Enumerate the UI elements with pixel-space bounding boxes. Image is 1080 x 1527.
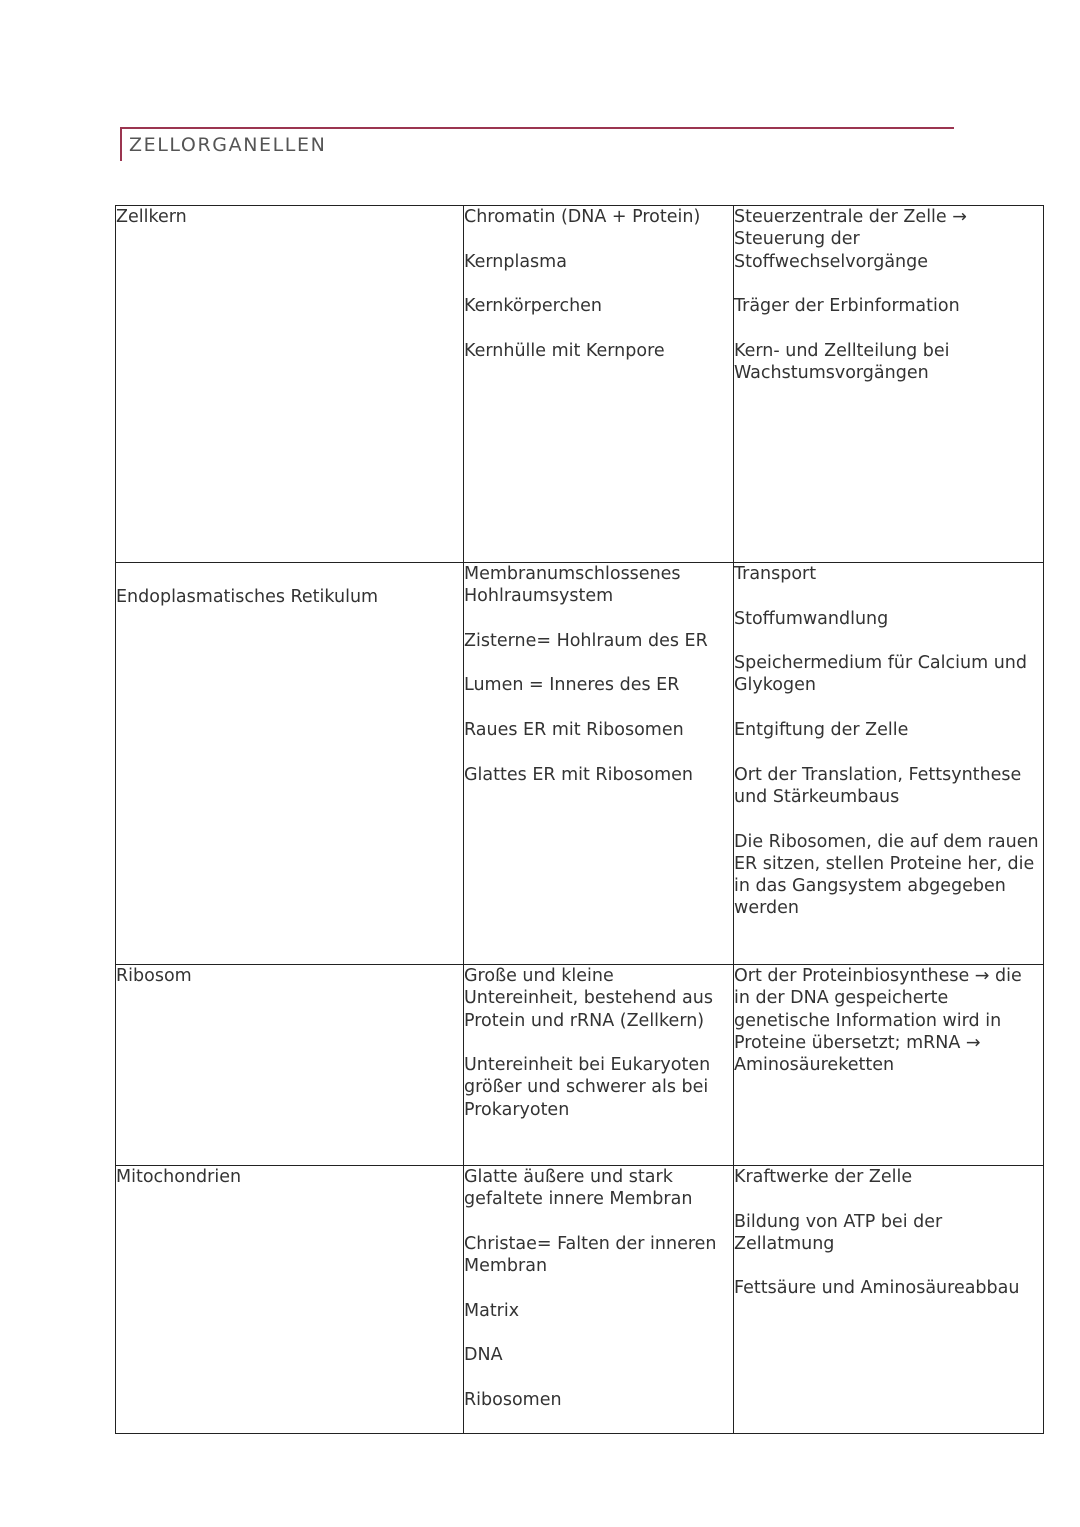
function-cell (734, 965, 1044, 1166)
table-row (116, 206, 1044, 563)
organelle-name-cell (116, 563, 464, 965)
structure-item: Kernkörperchen (464, 296, 603, 317)
organelle-table (115, 205, 1044, 1434)
function-item: Steuerzentrale der Zelle → Steuerung der Stoffwechselvorgänge (734, 207, 967, 272)
structure-item: Lumen = Inneres des ER (464, 675, 680, 696)
function-item: Stoffumwandlung (734, 608, 889, 629)
organelle-name-cell (116, 965, 464, 1166)
function-cell (734, 1166, 1044, 1434)
function-item: Ort der Translation, Fettsynthese und Stärkeumbaus (734, 764, 1022, 807)
structure-item: Chromatin (DNA + Protein) (464, 207, 701, 227)
function-cell (734, 206, 1044, 563)
structure-item: Große und kleine Untereinheit, bestehend aus Protein und rRNA (Zellkern) (464, 966, 713, 1031)
table-row (116, 965, 1044, 1166)
section-header (120, 127, 954, 161)
structure-item: Ribosomen (464, 1389, 562, 1410)
function-item: Die Ribosomen, die auf dem rauen ER sitzen, stellen Proteine her, die in das Gangsystem abgegeben werden (734, 831, 1039, 919)
organelle-name: Endoplasmatisches Retikulum (116, 587, 379, 607)
table-row (116, 1166, 1044, 1434)
organelle-name: Zellkern (116, 207, 187, 227)
function-item: Träger der Erbinformation (734, 296, 960, 317)
function-item: Fettsäure und Aminosäureabbau (734, 1278, 1020, 1299)
structure-cell (464, 1166, 734, 1434)
function-item: Ort der Proteinbiosynthese → die in der DNA gespeicherte genetische Information wird in Proteine übersetzt; mRNA → Aminosäureketten (734, 966, 1022, 1076)
structure-cell (464, 965, 734, 1166)
organelle-name: Mitochondrien (116, 1167, 242, 1187)
structure-cell (464, 206, 734, 563)
function-cell (734, 563, 1044, 965)
function-item: Speichermedium für Calcium und Glykogen (734, 653, 1027, 696)
structure-item: Kernhülle mit Kernpore (464, 340, 665, 361)
structure-item: Christae= Falten der inneren Membran (464, 1233, 717, 1277)
table-row (116, 563, 1044, 965)
function-item: Transport (734, 564, 817, 584)
function-item: Entgiftung der Zelle (734, 720, 909, 741)
page-title: ZELLORGANELLEN (129, 134, 327, 156)
structure-item: Glatte äußere und stark gefaltete innere Membran (464, 1167, 693, 1210)
structure-item: Glattes ER mit Ribosomen (464, 764, 693, 785)
structure-cell (464, 563, 734, 965)
structure-item: Matrix (464, 1300, 520, 1321)
organelle-name-cell (116, 1166, 464, 1434)
structure-item: Untereinheit bei Eukaryoten größer und schwerer als bei Prokaryoten (464, 1055, 711, 1120)
function-item: Bildung von ATP bei der Zellatmung (734, 1211, 943, 1254)
function-item: Kern- und Zellteilung bei Wachstumsvorgängen (734, 340, 950, 384)
organelle-name: Ribosom (116, 966, 192, 986)
structure-item: Raues ER mit Ribosomen (464, 720, 684, 741)
structure-item: Kernplasma (464, 251, 567, 272)
organelle-name-cell (116, 206, 464, 563)
structure-item: Membranumschlossenes Hohlraumsystem (464, 564, 681, 607)
structure-item: Zisterne= Hohlraum des ER (464, 630, 708, 651)
structure-item: DNA (464, 1345, 503, 1366)
function-item: Kraftwerke der Zelle (734, 1167, 913, 1187)
